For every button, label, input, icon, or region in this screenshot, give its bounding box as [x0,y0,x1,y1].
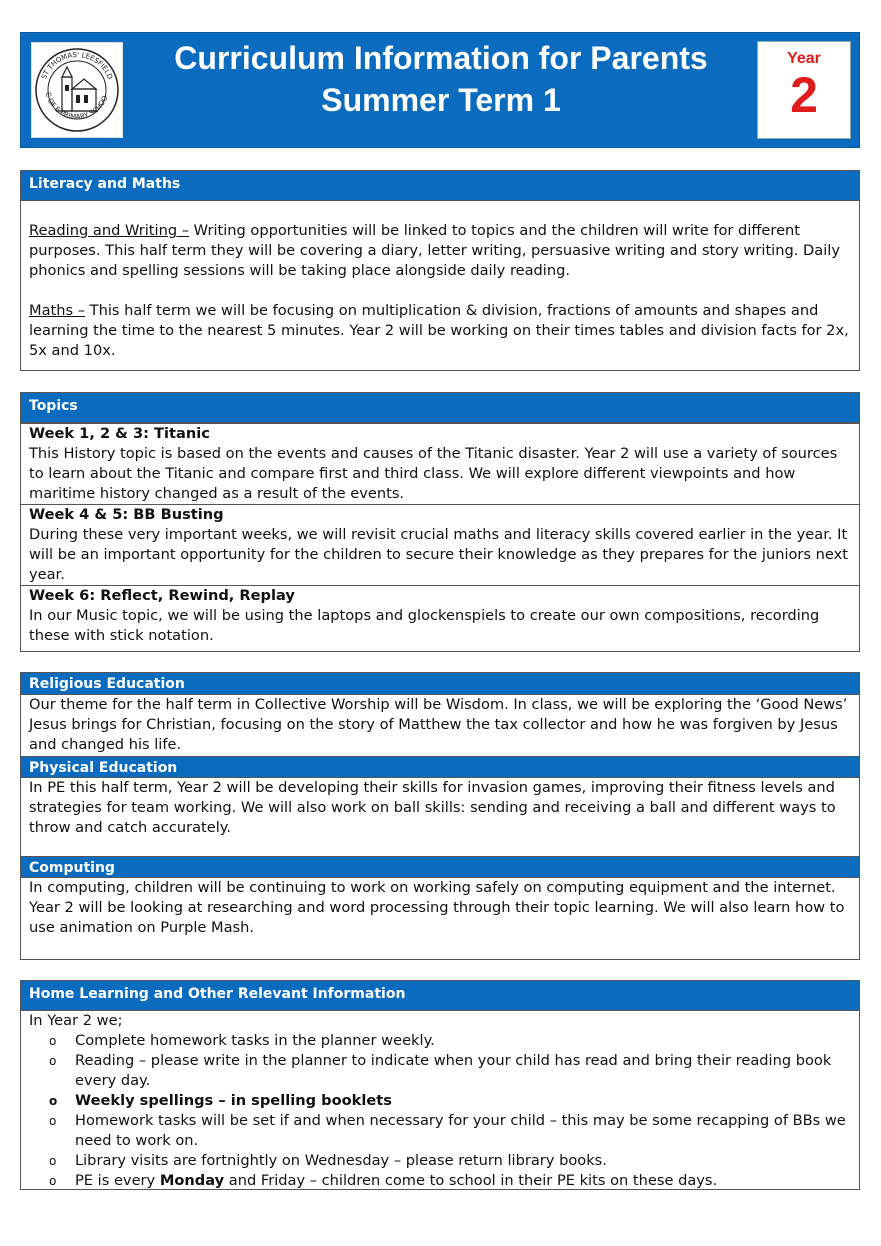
topic-text: During these very important weeks, we will revisit crucial maths and literacy skills covered earlier in the year. It will be an important opportunity for the children to secure their knowledge as they prepares for the juniors next year. [29,526,849,583]
topic-item [21,504,859,585]
topics-heading: Topics [21,393,859,423]
home-learning-intro: In Year 2 we; [29,1012,123,1029]
literacy-section [20,170,860,371]
home-learning-section [20,980,860,1190]
title-line-2: Summer Term 1 [321,82,561,118]
pe-day-suffix: and Friday – children come to school in their PE kits on these days. [224,1172,718,1189]
maths-paragraph [29,301,851,361]
year-number: 2 [790,67,818,123]
maths-text: This half term we will be focusing on multiplication & division, fractions of amounts and shapes and learning the time to the nearest 5 minutes. Year 2 will be working on their times tables and division facts for 2x, 5x and 10x. [29,302,849,359]
topics-section [20,392,860,652]
svg-text:ST THOMAS' LEESFIELD: ST THOMAS' LEESFIELD [40,50,114,81]
re-heading: Religious Education [21,673,859,695]
pe-text: In PE this half term, Year 2 will be developing their skills for invasion games, improving their fitness levels and strategies for team working. We will also work on ball skills: sending and receiving a ball and different ways to throw and catch accurately. [29,779,836,836]
topic-text: In our Music topic, we will be using the laptops and glockenspiels to create our own compositions, recording these with stick notation. [29,607,820,644]
re-text: Our theme for the half term in Collective Worship will be Wisdom. In class, we will be exploring the ‘Good News’ Jesus brings for Christian, focusing on the story of Matthew the tax collector and how he was forgiven by Jesus and changed his life. [29,696,848,753]
title-line-1: Curriculum Information for Parents [174,40,708,76]
school-crest-icon [32,43,122,137]
home-learning-list [21,1031,859,1191]
list-item: o Weekly spellings – in spelling booklets [75,1091,859,1111]
topic-item [21,585,859,646]
year-badge [757,41,851,139]
home-learning-heading: Home Learning and Other Relevant Information [21,981,859,1011]
list-item [75,1171,859,1191]
topic-title: Week 4 & 5: BB Busting [29,506,224,523]
reading-writing-label: Reading and Writing – [29,222,190,239]
subjects-section [20,672,860,960]
topic-item [21,423,859,504]
pe-day-prefix: PE is every [75,1172,160,1189]
page-title [151,37,731,121]
list-item: o Complete homework tasks in the planner weekly. [75,1031,859,1051]
school-logo [31,42,123,138]
year-label: Year [787,50,821,67]
list-item: o Homework tasks will be set if and when necessary for your child – this may be some recapping of BBs we need to work on. [75,1111,859,1151]
svg-text:C OF E PRIMARY SCHOOL: C OF E PRIMARY SCHOO [43,91,110,122]
topic-title: Week 6: Reflect, Rewind, Replay [29,587,295,604]
computing-heading: Computing [21,856,859,878]
list-item: o Reading – please write in the planner to indicate when your child has read and bring their reading book every day. [75,1051,859,1091]
page-header [20,32,860,148]
computing-text: In computing, children will be continuing to work on working safely on computing equipment and the internet. Year 2 will be looking at researching and word processing through their topic learning. We will also learn how to use animation on Purple Mash. [29,879,845,936]
pe-day-bold: Monday [159,1172,225,1189]
reading-writing-text: Writing opportunities will be linked to topics and the children will write for different purposes. This half term they will be covering a diary, letter writing, persuasive writing and story writing. Daily phonics and spelling sessions will be taking place alongside daily reading. [29,222,840,279]
pe-heading: Physical Education [21,756,859,778]
literacy-body [21,201,859,361]
reading-writing-paragraph [29,221,851,281]
list-item: o Library visits are fortnightly on Wednesday – please return library books. [75,1151,859,1171]
maths-label: Maths – [29,302,86,319]
literacy-heading: Literacy and Maths [21,171,859,201]
topic-title: Week 1, 2 & 3: Titanic [29,425,210,442]
topic-text: This History topic is based on the events and causes of the Titanic disaster. Year 2 will use a variety of sources to learn about the Titanic and compare first and third class. We will explore different viewpoints and how maritime history changed as a result of the events. [29,445,838,502]
